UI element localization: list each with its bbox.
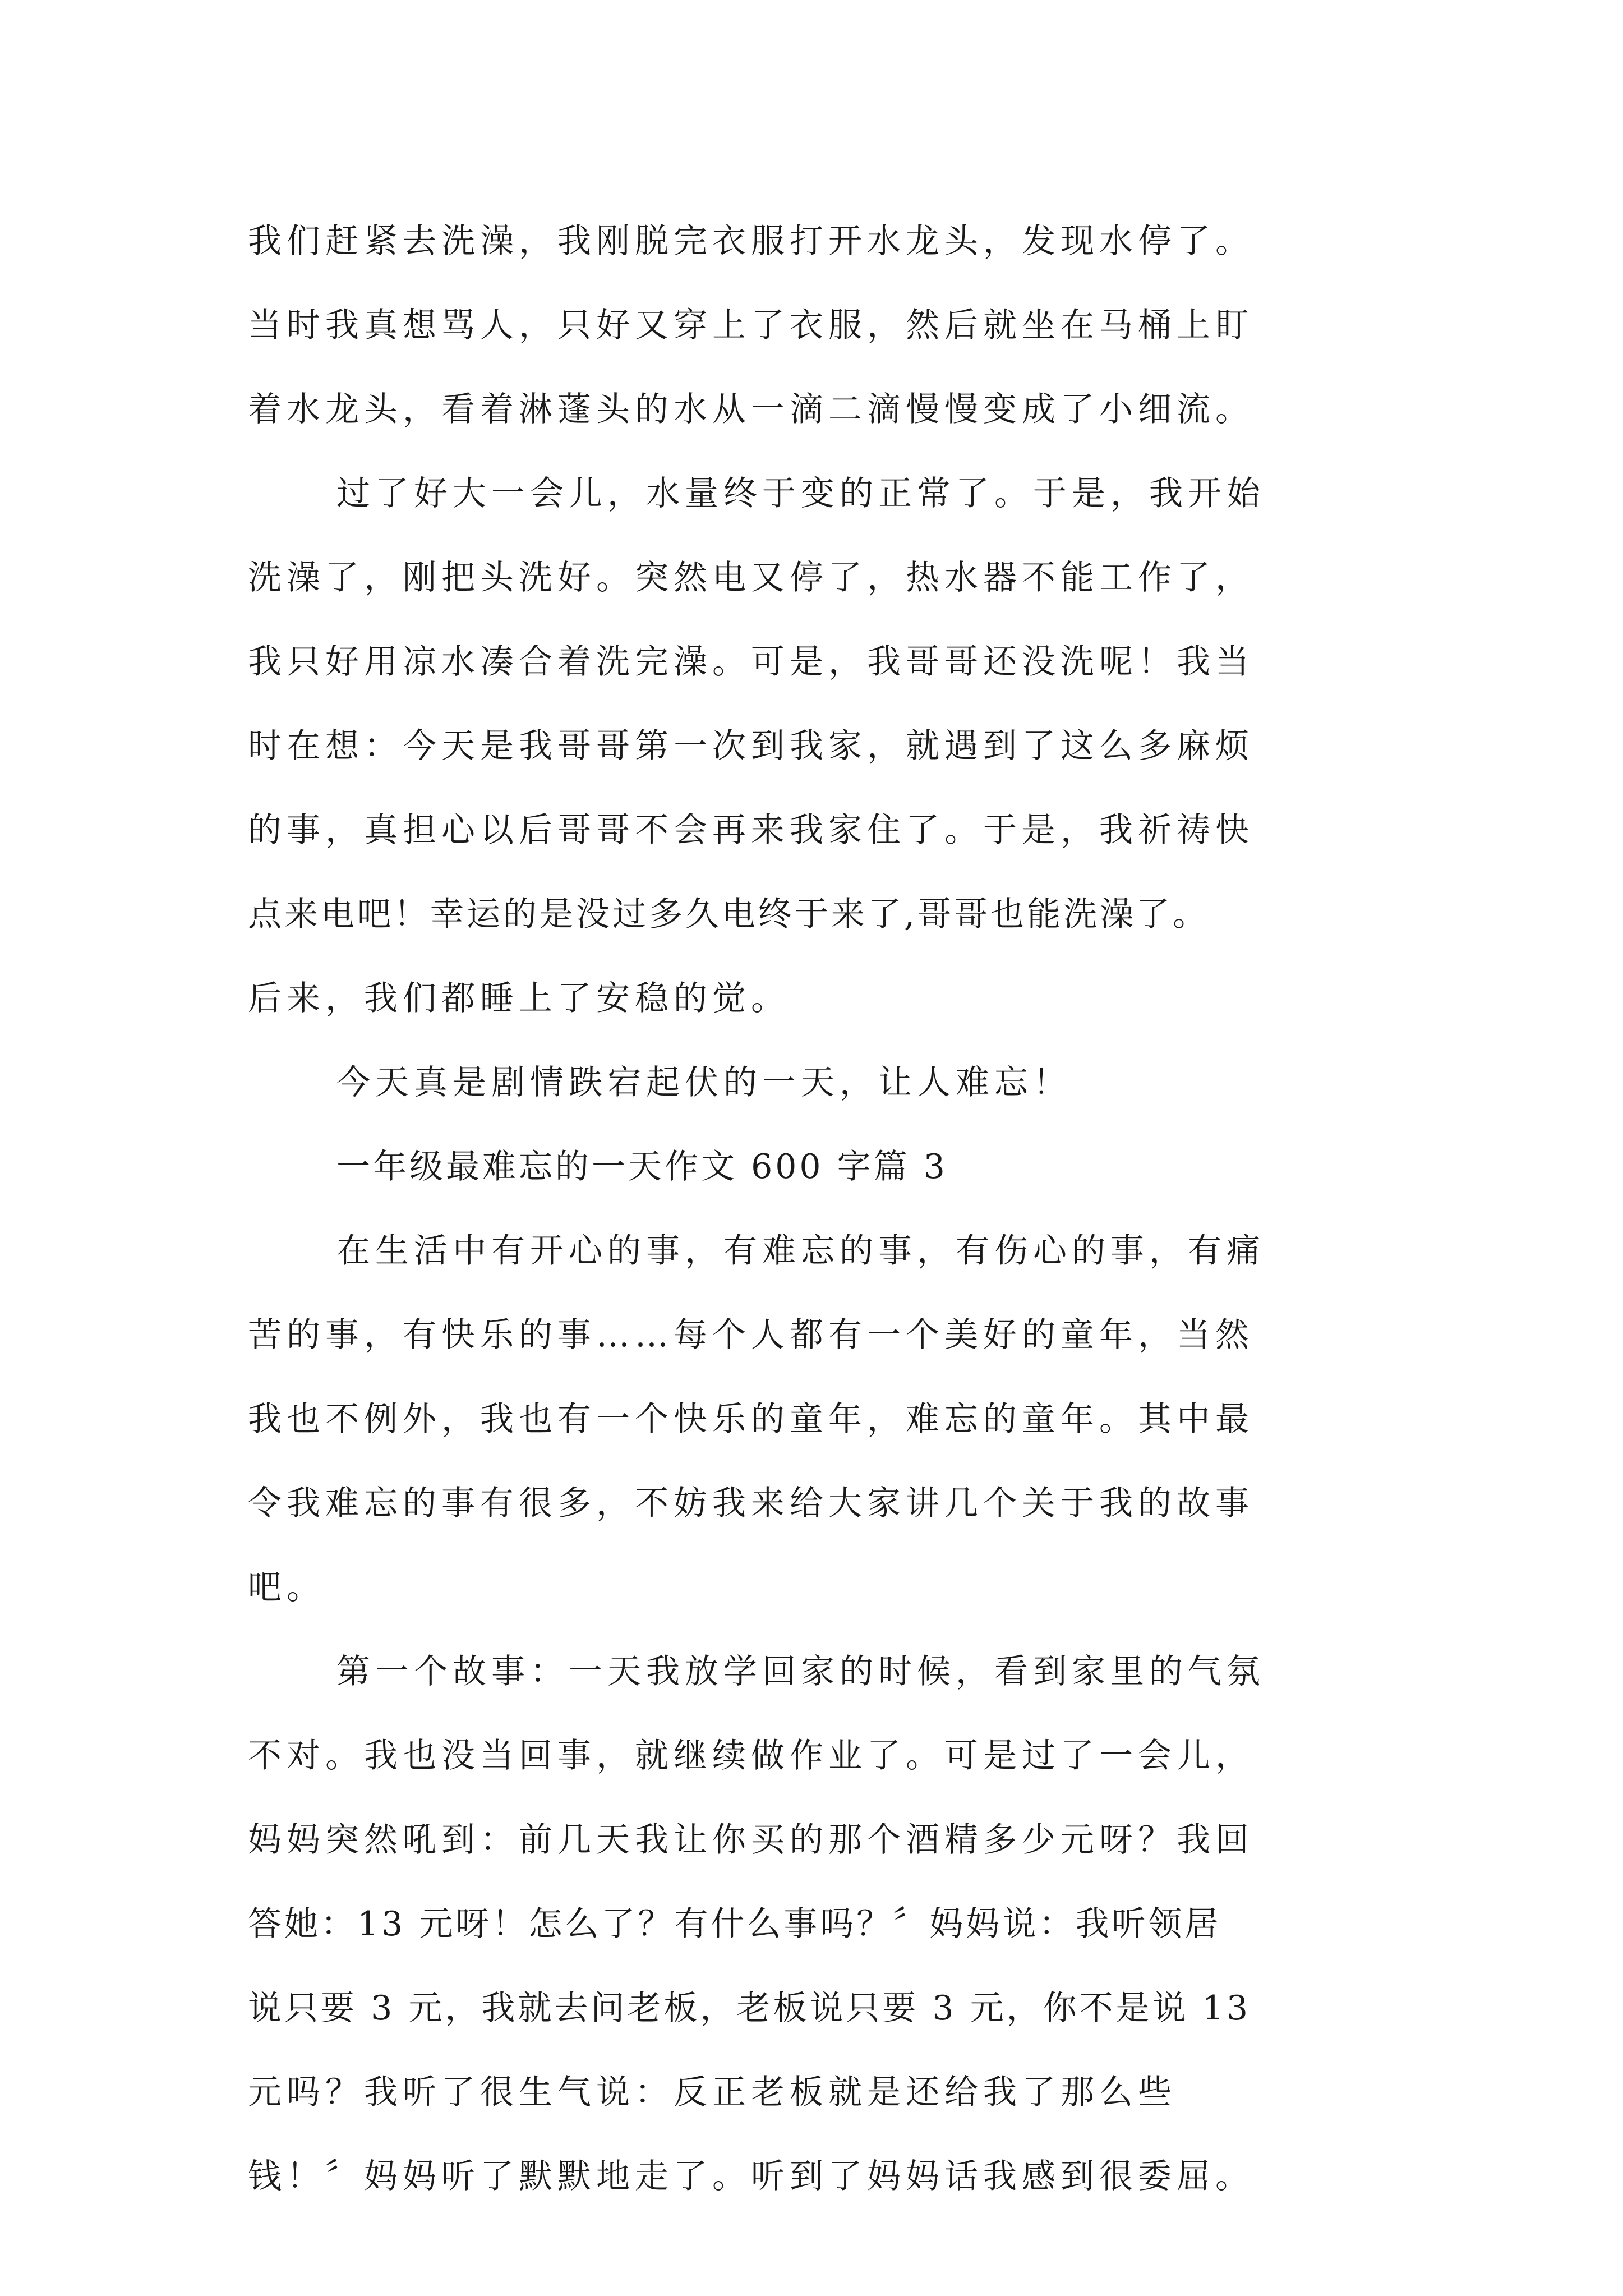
text-line: 令我难忘的事有很多，不妨我来给大家讲几个关于我的故事 (248, 1484, 1254, 1523)
text-line: 我们赶紧去洗澡，我刚脱完衣服打开水龙头，发现水停了。 (248, 222, 1254, 261)
text-line: 钱！〞妈妈听了默默地走了。听到了妈妈话我感到很委屈。 (248, 2157, 1254, 2196)
text-line: 第一个故事：一天我放学回家的时候，看到家里的气氛 (336, 1652, 1265, 1691)
text-line: 苦的事，有快乐的事……每个人都有一个美好的童年，当然 (248, 1315, 1254, 1355)
text-line: 妈妈突然吼到：前几天我让你买的那个酒精多少元呀？我回 (248, 1820, 1254, 1860)
section-heading: 一年级最难忘的一天作文 600 字篇 3 (336, 1147, 948, 1186)
text-line: 当时我真想骂人，只好又穿上了衣服，然后就坐在马桶上盯 (248, 306, 1254, 345)
text-line: 不对。我也没当回事，就继续做作业了。可是过了一会儿， (248, 1736, 1254, 1775)
text-line: 我只好用凉水凑合着洗完澡。可是，我哥哥还没洗呢！我当 (248, 642, 1254, 682)
text-line: 在生活中有开心的事，有难忘的事，有伤心的事，有痛 (336, 1231, 1265, 1271)
text-line: 点来电吧！幸运的是没过多久电终于来了,哥哥也能洗澡了。 (248, 895, 1210, 934)
text-line: 过了好大一会儿，水量终于变的正常了。于是，我开始 (336, 474, 1265, 513)
text-line: 后来，我们都睡上了安稳的觉。 (248, 979, 790, 1018)
text-line: 答她：13 元呀！怎么了？有什么事吗？〞妈妈说：我听领居 (248, 1904, 1221, 1944)
text-line: 洗澡了，刚把头洗好。突然电又停了，热水器不能工作了， (248, 558, 1254, 597)
text-line: 元吗？我听了很生气说：反正老板就是还给我了那么些 (248, 2073, 1177, 2112)
text-line: 我也不例外，我也有一个快乐的童年，难忘的童年。其中最 (248, 1400, 1254, 1439)
text-line: 吧。 (248, 1568, 325, 1607)
text-line: 说只要 3 元，我就去问老板，老板说只要 3 元，你不是说 13 (248, 1989, 1251, 2028)
text-line: 着水龙头，看着淋蓬头的水从一滴二滴慢慢变成了小细流。 (248, 390, 1254, 429)
text-line: 的事，真担心以后哥哥不会再来我家住了。于是，我祈祷快 (248, 811, 1254, 850)
text-line: 今天真是剧情跌宕起伏的一天，让人难忘！ (336, 1063, 1072, 1102)
text-line: 时在想：今天是我哥哥第一次到我家，就遇到了这么多麻烦 (248, 726, 1254, 766)
